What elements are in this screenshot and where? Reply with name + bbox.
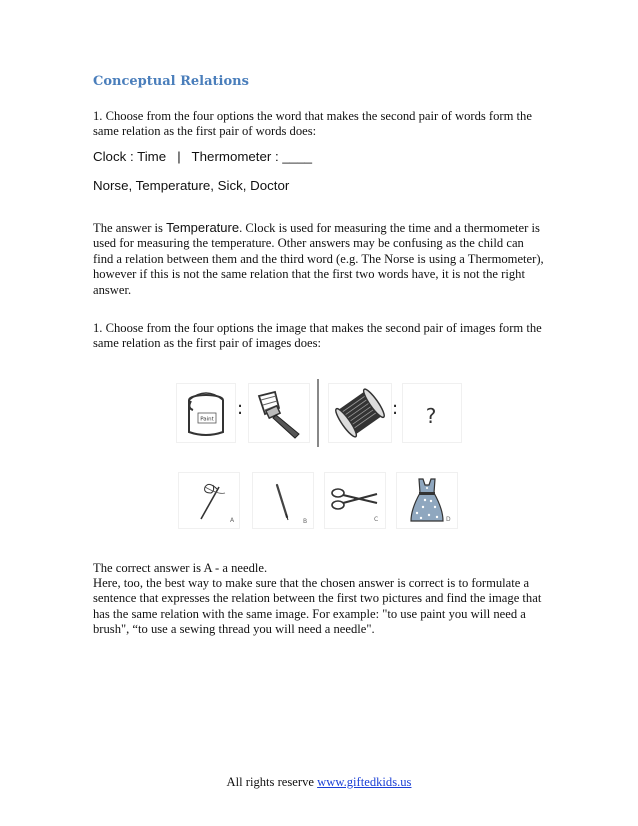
paintbrush-image	[248, 383, 310, 443]
word-pair: Clock : Time | Thermometer : ____	[93, 149, 312, 164]
pair-divider	[317, 379, 319, 447]
answer-2-line: The correct answer is A - a needle.	[93, 561, 268, 575]
question-2-text: 1. Choose from the four options the image that makes the second pair of images form the same relation as the first pair of images does:	[93, 321, 542, 351]
answer-word: Temperature	[166, 220, 240, 235]
question-1-text: 1. Choose from the four options the word that makes the second pair of words form the same relation as the first pair of words does:	[93, 109, 532, 139]
answer-2-explanation: Here, too, the best way to make sure that the chosen answer is correct is to formulate a sentence that expresses the relation between the first two pictures and find the image that has the same relation with the same image. For example: "to use paint you will need a brush", “to use a sewing thread you will need a needle".	[93, 576, 542, 637]
question-mark: ?	[425, 404, 437, 428]
question-mark-box	[402, 383, 462, 443]
answer-explanation: . Clock is used for measuring the time and a thermometer is used for measuring the temperature. Other answers may be confusing as the child can find a relation between them and the third word (e.g. The Norse is using a Thermometer), however if this is not the same relation that the first two words have, it is not the right answer.	[93, 221, 544, 297]
word-options: Norse, Temperature, Sick, Doctor	[93, 178, 290, 193]
option-label-b: B	[303, 518, 308, 525]
answer-1-text	[93, 220, 545, 298]
footer-link[interactable]: www.giftedkids.us	[317, 775, 412, 789]
pair-colon-1: :	[237, 398, 244, 419]
pair-colon-2: :	[392, 398, 399, 419]
thread-spool-image	[328, 383, 392, 443]
option-label-d: D	[446, 516, 451, 523]
footer-text: All rights reserve	[226, 775, 318, 789]
option-label-a: A	[230, 517, 235, 524]
option-label-c: C	[374, 516, 379, 523]
page-title: Conceptual Relations	[93, 74, 249, 89]
paint-bucket-image	[176, 383, 236, 443]
paint-label: Paint	[200, 416, 214, 423]
answer-prefix: The answer is	[93, 221, 167, 235]
footer	[0, 775, 638, 790]
